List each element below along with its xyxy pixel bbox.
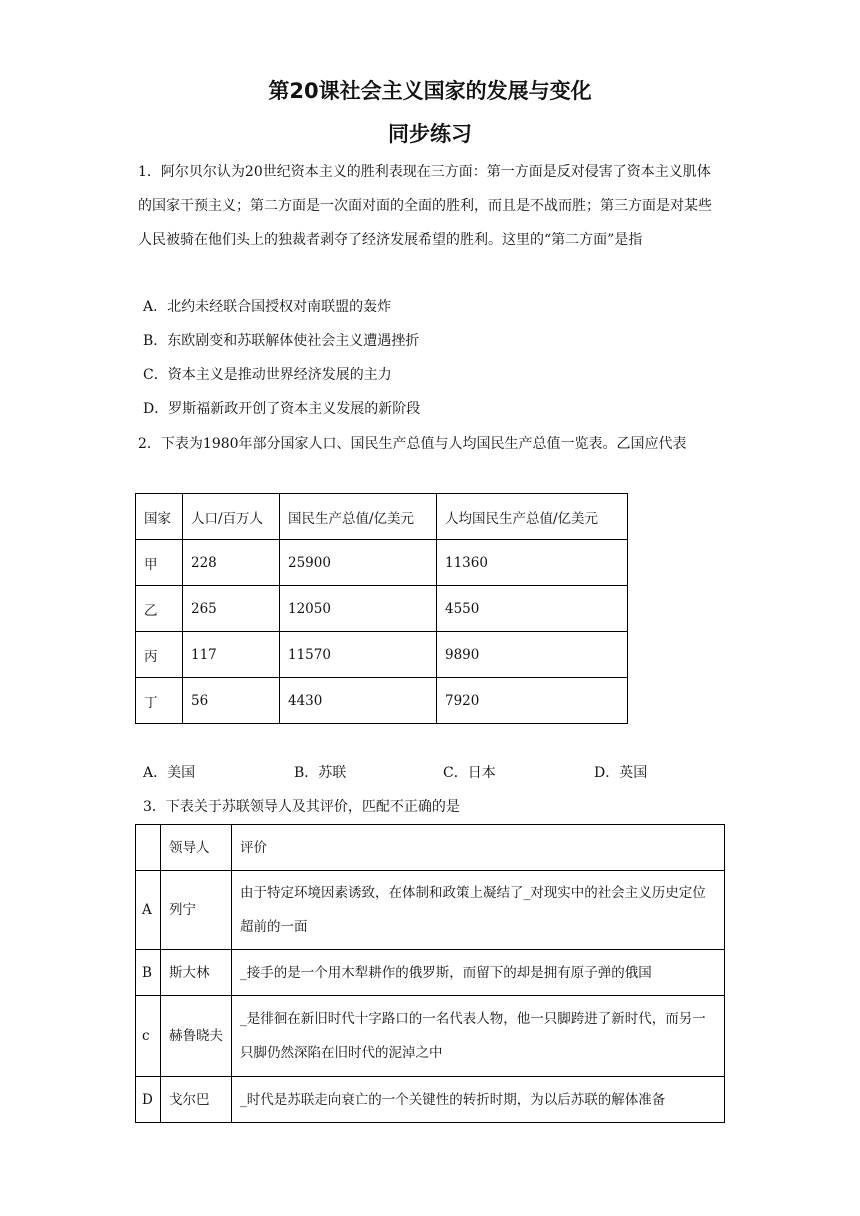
q1-option-a: A．北约未经联合国授权对南联盟的轰炸 bbox=[143, 299, 392, 315]
question-1-stem: 1．阿尔贝尔认为20世纪资本主义的胜利表现在三方面：第一方面是反对侵害了资本主义肌体的国家干预主义；第二方面是一次面对面的全面的胜利，而且是不战而胜；第三方面是对某些人民被骑在他们头上的独裁者剥夺了经济发展希望的胜利。这里的“第二方面”是指 bbox=[138, 164, 712, 248]
q2-option-a: A．美国 bbox=[143, 765, 196, 781]
table-row bbox=[136, 540, 628, 586]
table-header-cell: 国民生产总值/亿美元 bbox=[280, 494, 437, 540]
table-cell: 斯大林 bbox=[161, 950, 232, 996]
table-header-cell bbox=[136, 825, 161, 871]
table-cell: 11570 bbox=[280, 632, 437, 678]
table-cell: 117 bbox=[183, 632, 280, 678]
table-cell: 7920 bbox=[437, 678, 628, 724]
table-cell: 戈尔巴 bbox=[161, 1077, 232, 1123]
table-cell: _接手的是一个用木犁耕作的俄罗斯，而留下的却是拥有原子弹的俄国 bbox=[232, 950, 725, 996]
table-header-row bbox=[136, 825, 725, 871]
document-title: 第20课社会主义国家的发展与变化 bbox=[268, 79, 592, 103]
table-header-cell: 国家 bbox=[136, 494, 183, 540]
table-row bbox=[136, 586, 628, 632]
q2-option-b: B．苏联 bbox=[294, 765, 347, 781]
table-header-cell: 人口/百万人 bbox=[183, 494, 280, 540]
table-cell: 乙 bbox=[136, 586, 183, 632]
table-cell: B bbox=[136, 950, 161, 996]
table-cell: 9890 bbox=[437, 632, 628, 678]
table-cell: A bbox=[136, 871, 161, 950]
table-row bbox=[136, 678, 628, 724]
table-cell: 4550 bbox=[437, 586, 628, 632]
table-header-cell: 人均国民生产总值/亿美元 bbox=[437, 494, 628, 540]
q2-option-c: C．日本 bbox=[443, 765, 496, 781]
document-subtitle: 同步练习 bbox=[388, 122, 472, 146]
table-cell: 4430 bbox=[280, 678, 437, 724]
q1-option-d: D．罗斯福新政开创了资本主义发展的新阶段 bbox=[143, 401, 421, 417]
table-cell: 11360 bbox=[437, 540, 628, 586]
q2-option-d: D．英国 bbox=[594, 765, 648, 781]
q3-leaders-table bbox=[135, 824, 725, 1123]
table-row bbox=[136, 1077, 725, 1123]
table-cell: 甲 bbox=[136, 540, 183, 586]
table-cell: 12050 bbox=[280, 586, 437, 632]
table-header-cell: 领导人 bbox=[161, 825, 232, 871]
q1-option-b: B．东欧剧变和苏联解体使社会主义遭遇挫折 bbox=[143, 333, 420, 349]
table-cell: D bbox=[136, 1077, 161, 1123]
table-row bbox=[136, 950, 725, 996]
table-cell: 丁 bbox=[136, 678, 183, 724]
table-header-cell: 评价 bbox=[232, 825, 725, 871]
table-header-row bbox=[136, 494, 628, 540]
table-row bbox=[136, 632, 628, 678]
table-cell: 丙 bbox=[136, 632, 183, 678]
question-2-stem: 2．下表为1980年部分国家人口、国民生产总值与人均国民生产总值一览表。乙国应代表 bbox=[138, 436, 687, 452]
table-row bbox=[136, 871, 725, 950]
table-cell: _是徘徊在新旧时代十字路口的一名代表人物，他一只脚跨进了新时代，而另一只脚仍然深陷在旧时代的泥淖之中 bbox=[232, 996, 725, 1077]
table-cell: 由于特定环境因素诱致，在体制和政策上凝结了_对现实中的社会主义历史定位超前的一面 bbox=[232, 871, 725, 950]
table-cell: 265 bbox=[183, 586, 280, 632]
table-row bbox=[136, 996, 725, 1077]
q1-option-c: C．资本主义是推动世界经济发展的主力 bbox=[143, 367, 392, 383]
table-cell: c bbox=[136, 996, 161, 1077]
table-cell: 赫鲁晓夫 bbox=[161, 996, 232, 1077]
table-cell: 228 bbox=[183, 540, 280, 586]
table-cell: 列宁 bbox=[161, 871, 232, 950]
table-cell: _时代是苏联走向衰亡的一个关键性的转折时期，为以后苏联的解体准备 bbox=[232, 1077, 725, 1123]
q2-data-table bbox=[135, 493, 628, 724]
table-cell: 25900 bbox=[280, 540, 437, 586]
question-3-stem: 3．下表关于苏联领导人及其评价，匹配不正确的是 bbox=[143, 799, 460, 815]
table-cell: 56 bbox=[183, 678, 280, 724]
